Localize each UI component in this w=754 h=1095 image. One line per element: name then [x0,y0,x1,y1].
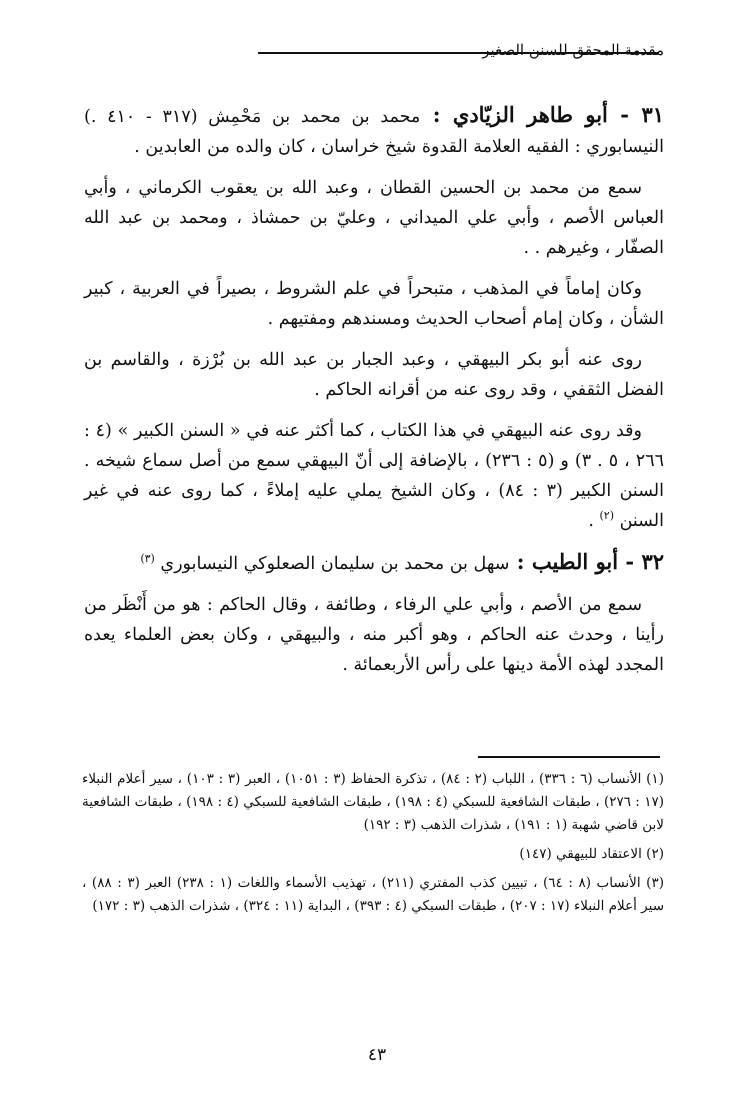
footnote-rule [478,756,660,758]
entry-32-details: سمع من الأصم ، وأبي علي الرفاء ، وطائفة ، وقال الحاكم : هو من أَنْظَر من رأينا ، وحدث عنه الحاكم ، وهو أكبر منه ، والبيهقي ، وكان بعض العلماء يعده المجدد لهذه الأمة دينها على رأس الأربعمائة . [84,595,664,675]
entry-32-text: سهل بن محمد بن سليمان الصعلوكي النيسابوري [154,554,510,574]
footnotes [82,768,664,924]
running-header: مقدمة المحقق للسنن الصغير [482,41,664,59]
entry-31-status: وكان إماماً في المذهب ، متبحراً في علم الشروط ، بصيراً في العربية ، كبير الشأن ، وكان إمام أصحاب الحديث ومسندهم ومفتيهم . [84,279,664,329]
entry-31-students: روى عنه أبو بكر البيهقي ، وعبد الجبار بن عبد الله بن بُرْزة ، والقاسم بن الفضل الثقفي ، وقد روى عنه من أقرانه الحاكم . [84,350,664,400]
footnote-1: (١) الأنساب (٦ : ٣٣٦) ، اللباب (٢ : ٨٤) ، تذكرة الحفاظ (٣ : ١٠٥١) ، العبر (٣ : ١٠٣) ، سير أعلام النبلاء (١٧ : ٢٧٦) ، طبقات الشافعية للسبكي (٤ : ١٩٨) ، طبقات الشافعية للسبكي (٤ : ١٩٨) ، طبقات الشافعية لابن قاضي شهبة (١ : ١٩١) ، شذرات الذهب (٣ : ١٩٢) [82,771,664,833]
entry-31-teachers: سمع من محمد بن الحسين القطان ، وعبد الله بن يعقوب الكرماني ، وأبي العباس الأصم ، وأبي علي الميداني ، وعليّ بن حمشاذ ، ومحمد بن عبد الله الصفّار ، وغيرهم . . [84,178,664,258]
page-number: ٤٣ [367,1045,387,1065]
body-text [84,100,664,691]
entry-31-text: محمد بن محمد بن مَحْمِش (٣١٧ - ٤١٠ .) النيسابوري : الفقيه العلامة القدوة شيخ خراسان ، كان والده من العابدين . [84,107,664,157]
footnote-3: (٣) الأنساب (٨ : ٦٤) ، تبيين كذب المفتري (٢١١) ، تهذيب الأسماء واللغات (١ : ٢٣٨) العبر (٣ : ٨٨) ، سير أعلام النبلاء (١٧ : ٢٠٧) ، طبقات السبكي (٤ : ٣٩٣) ، البداية (١١ : ٣٢٤) ، شذرات الذهب (٣ : ١٧٢) [82,875,664,914]
entry-32-intro [84,547,664,579]
entry-31-narrations [84,416,664,536]
footnote-2: (٢) الاعتقاد للبيهقي (١٤٧) [519,846,664,862]
header-rule [258,52,658,54]
footnote-ref-2: (٢) [599,509,615,523]
entry-32-heading: ٣٢ - أبو الطيب : [509,549,664,574]
entry-31-narrations-text: وقد روى عنه البيهقي في هذا الكتاب ، كما أكثر عنه في « السنن الكبير » (٤ : ٢٦٦ ، ٥ . ٣) و (٥ : ٢٣٦) ، بالإضافة إلى أنّ البيهقي سمع من أصل سماع شيخه . السنن الكبير (٣ : ٨٤) ، وكان الشيخ يملي عليه إملاءً ، كما روى عنه في غير السنن [84,421,664,531]
entry-31-intro [84,100,664,162]
footnote-ref-3: (٣) [140,552,155,566]
entry-31-tail: . [588,511,600,531]
entry-31-heading: ٣١ - أبو طاهر الزيّادي : [420,102,664,127]
